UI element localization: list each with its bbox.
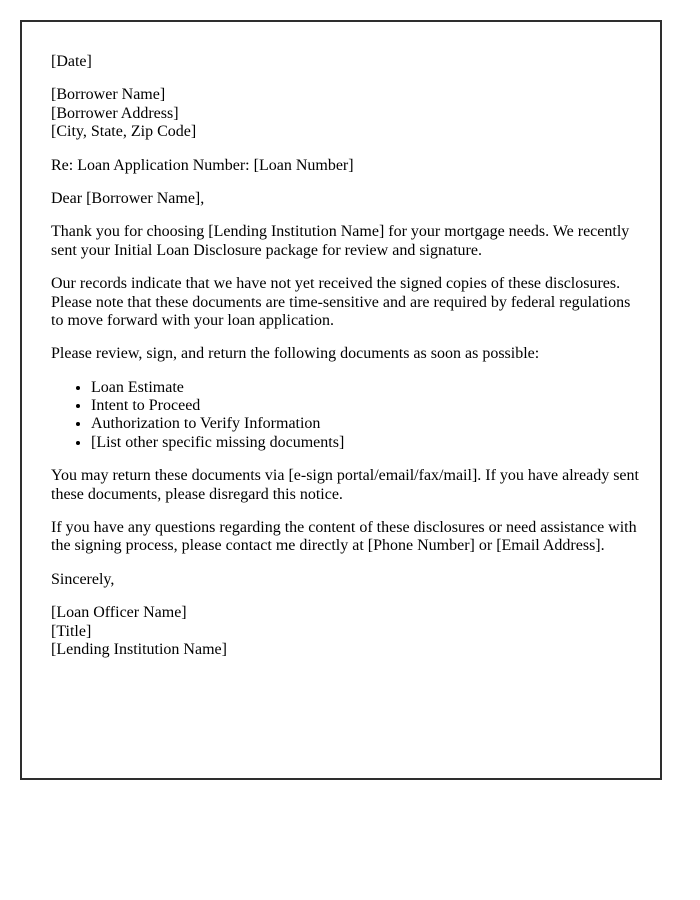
- recipient-name: [Borrower Name]: [51, 86, 166, 104]
- subject-line: Re: Loan Application Number: [Loan Number]: [51, 156, 354, 174]
- list-item-authorization: • Authorization to Verify Information: [91, 415, 639, 433]
- signature-officer-name: [Loan Officer Name]: [51, 604, 187, 622]
- recipient-city-state-zip: [City, State, Zip Code]: [51, 123, 197, 141]
- signature-block: [51, 604, 639, 659]
- recipient-block: [51, 86, 639, 141]
- list-item-intent-to-proceed: • Intent to Proceed: [91, 397, 639, 415]
- letter-document: [20, 20, 662, 780]
- missing-documents-list: [51, 379, 639, 453]
- paragraph-records: Our records indicate that we have not yet received the signed copies of these disclosures. Please note that these documents are time-sensitive and are required by federal regulations to move forward with your loan application.: [51, 275, 631, 329]
- signature-title: [Title]: [51, 622, 92, 640]
- list-item-other-documents: • [List other specific missing documents]: [91, 434, 639, 452]
- salutation: Dear [Borrower Name],: [51, 189, 205, 207]
- paragraph-intro: Thank you for choosing [Lending Institution Name] for your mortgage needs. We recently sent your Initial Loan Disclosure package for review and signature.: [51, 223, 630, 259]
- date-line: [Date]: [51, 53, 92, 70]
- closing: Sincerely,: [51, 570, 115, 588]
- paragraph-return-info: You may return these documents via [e-sign portal/email/fax/mail]. If you have already sent these documents, please disregard this notice.: [51, 467, 639, 503]
- recipient-address: [Borrower Address]: [51, 104, 179, 122]
- signature-institution: [Lending Institution Name]: [51, 640, 227, 658]
- paragraph-questions: If you have any questions regarding the content of these disclosures or need assistance with the signing process, please contact me directly at [Phone Number] or [Email Address].: [51, 519, 637, 555]
- list-item-loan-estimate: • Loan Estimate: [91, 379, 639, 397]
- paragraph-request: Please review, sign, and return the following documents as soon as possible:: [51, 345, 540, 363]
